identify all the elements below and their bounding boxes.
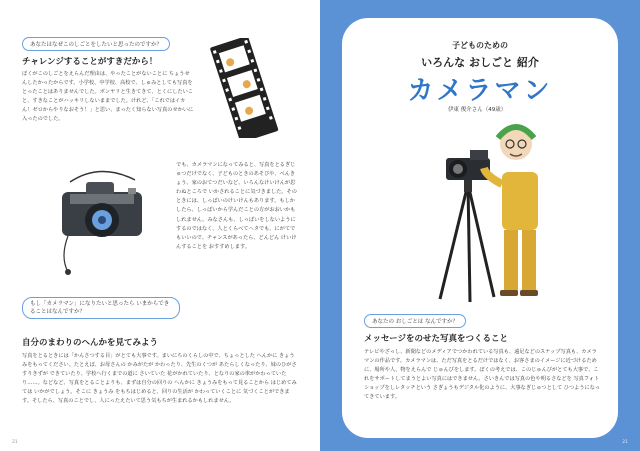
question-pill-3: あなたの おしごとは なんですか？ — [364, 314, 466, 328]
heading-message-photo: メッセージをのせた写真をつくること — [364, 334, 508, 344]
question-pill-1: あなたはなぜこのしごとをしたいと思ったのですか？ — [22, 37, 170, 51]
person-name: 伊東 俊介さん（49歳） — [448, 107, 507, 113]
right-page — [320, 0, 640, 451]
series-subtitle: 子どものための — [452, 41, 508, 50]
heading-observe-changes: 自分のまわりのへんかを見てみよう — [22, 338, 159, 348]
cameraman-illustration — [420, 114, 550, 304]
main-title-cameraman: カメラマン — [407, 76, 553, 106]
paragraph-experience: でも、カメラマンになってみると、写真をとるぎじゅつだけでなく、子どものときのあそびや、べんきょう、家のおてつだいなど、いろんなけいけんが思わぬところで いかされることに気づきました。そのときには、しっぱいのけいけんもあります。もしかしたら、しっぱいから学んだことの方がおおいかもしれません。みなさんも、しっぱいをしないようにするのではなく、人とくらべてヘタでも、にがてでもいいので、チャンスがあったら、どんどん けいけんすることを おすすめします。 — [176, 162, 297, 250]
page-number-left: 21 — [12, 440, 18, 445]
film-strip-illustration — [206, 38, 290, 138]
page-number-right: 21 — [622, 440, 628, 445]
paragraph-observe: 写真をとるときには「かんさつする目」がとても大事です。まいにちのくらしの中で、ちょっとした へんかに きょうみをもってください。たとえば、お母さんの かみがたが かわったり、先生のくつが あたらしくなったり、妹のひがさ すりきずが できていたり、学校へ行くまでの道に さいていた 花がかれていたり、となりの家の車がかわっていたり……。などなど、写真をとることよりも、まずは自分の回りの へんかに きょうみをもって見ることから はじめてみては いかがでしょう。そこに きょうみ をもちはじめると、回りの生活が かわっていくことに 気づくことができます。そしたら、写真のことでし、人にったえたいて思う気もちが生まれるかもしれません。 — [22, 353, 297, 405]
paragraph-job: テレビやざっし、新聞などのメディアでつかわれている写真も、遠足などのスナップ写真も、カメラマンの作品です。カメラマンは、ただ写真をとるだけではなく、お客さまのイメージに近づけるために、場所や人、物をえらんで じゅんびをします。ぼくの考えでは、このじゅんびがとても大事で、これをサポートしてまうとよい写真にはできません。さいきんでは写真の色や明るさなどを 写真フォトショップをしレタッチという さぎょうもデジタル化のように、大事なぎじゅつとして ひつようになってきています。 — [364, 349, 601, 401]
camera-illustration — [40, 162, 164, 280]
question-pill-2: もし「カメラマン」になりたいと思ったら いまからできることはなんですか？ — [22, 297, 180, 319]
series-title: いろんな おしごと 紹介 — [421, 56, 539, 69]
content-card — [342, 18, 618, 438]
heading-challenge: チャレンジすることがすきだから！ — [22, 57, 158, 67]
paragraph-reason: ぼくがこのしごとをえらんだ理由は、やったことがないことに ちょうせんしたかったからです。小学校、中学校、高校で、しゅみとしても写真をとったことはありませんでした。ボンヤリと生きてきて、とくにしたいこと、すきなことがハッキリしないままでした。けれど、「これではイカん！ゼロからやりなおそう！」と思い、まったく知らない写真のせかいに入ったのでした。 — [22, 71, 194, 123]
